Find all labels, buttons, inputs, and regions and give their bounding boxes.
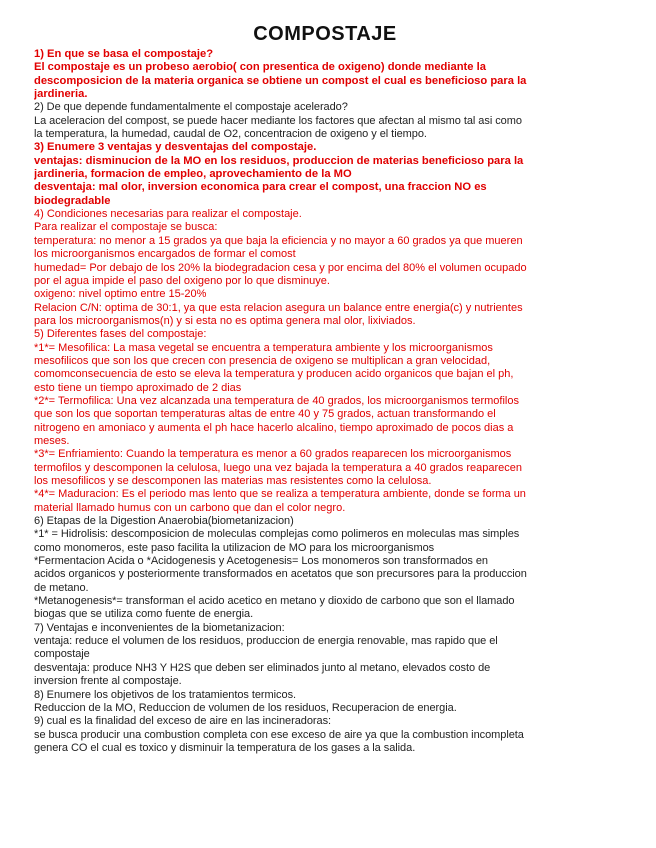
text-line: esto tiene un tiempo aproximado de 2 dias xyxy=(34,381,242,394)
text-line: meses. xyxy=(34,434,70,447)
text-line: La aceleracion del compost, se puede hacer mediante los factores que afectan al mismo tal asi como xyxy=(34,114,522,127)
text-line: *1* = Hidrolisis: descomposicion de moleculas complejas como polimeros en moleculas mas simples xyxy=(34,528,520,541)
text-line: por el agua impide el paso del oxigeno por lo que disminuye. xyxy=(34,274,330,287)
text-line: *4*= Maduracion: Es el periodo mas lento que se realiza a temperatura ambiente, donde se forma un xyxy=(34,488,526,501)
text-line: como monomeros, este paso facilita la utilizacion de MO para los microorganismos xyxy=(34,541,435,554)
document-page xyxy=(34,22,616,755)
page-title: COMPOSTAJE xyxy=(253,23,397,45)
text-line: material llamado humus con un carbono que dan el color negro. xyxy=(34,501,346,514)
text-line: se busca producir una combustion completa con ese exceso de aire ya que la combustion incompleta xyxy=(34,728,524,741)
text-line: desventaja: mal olor, inversion economica para crear el compost, una fraccion NO es xyxy=(34,181,487,194)
text-line: Para realizar el compostaje se busca: xyxy=(34,221,218,234)
text-line: jardineria. xyxy=(34,88,88,101)
text-line: la temperatura, la humedad, caudal de O2, concentracion de oxigeno y el tiempo. xyxy=(34,128,427,141)
text-line: compostaje xyxy=(34,648,90,661)
text-line: ventaja: reduce el volumen de los residuos, produccion de energia renovable, mas rapido que el xyxy=(34,635,498,648)
text-line: 3) Enumere 3 ventajas y desventajas del compostaje. xyxy=(34,141,317,154)
text-line: *Fermentacion Acida o *Acidogenesis y Acetogenesis= Los monomeros son transformados en xyxy=(34,555,488,568)
text-line: los mesofilicos y se descomponen las materias mas resistentes como la celulosa. xyxy=(34,475,432,487)
text-line: jardineria, formacion de empleo, aprovechamiento de la MO xyxy=(34,168,352,181)
text-line: *2*= Termofilica: Una vez alcanzada una temperatura de 40 grados, los microorganismos termofilos xyxy=(34,394,519,407)
text-line: nitrogeno en amoniaco y aumenta el ph hace hacerlo alcalino, tiempo aproximado de pocos dias a xyxy=(34,421,514,434)
text-line: biogas que se utiliza como fuente de energia. xyxy=(34,608,254,621)
text-line: oxigeno: nivel optimo entre 15-20% xyxy=(34,288,207,301)
text-line: inversion frente al compostaje. xyxy=(34,675,182,688)
text-line: desventaja: produce NH3 Y H2S que deben ser eliminados junto al metano, elevados costo de xyxy=(34,661,491,674)
text-line: *Metanogenesis*= transforman el acido acetico en metano y dioxido de carbono que son el llamado xyxy=(34,595,515,608)
text-line: 7) Ventajas e inconvenientes de la biometanizacion: xyxy=(34,621,285,634)
text-line: 1) En que se basa el compostaje? xyxy=(34,48,214,60)
text-line: 4) Condiciones necesarias para realizar el compostaje. xyxy=(34,208,302,221)
text-line: genera CO el cual es toxico y disminuir la temperatura de los gases a la salida. xyxy=(34,741,416,754)
text-line: temperatura: no menor a 15 grados ya que baja la eficiencia y no mayor a 60 grados ya que mueren xyxy=(34,234,523,247)
text-line: termofilos y descomponen la celulosa, luego una vez bajada la temperatura a 40 grados reaparecen xyxy=(34,461,522,474)
text-line: 8) Enumere los objetivos de los tratamientos termicos. xyxy=(34,688,297,701)
text-line: Reduccion de la MO, Reduccion de volumen de los residuos, Recuperacion de energia. xyxy=(34,701,457,714)
text-line: humedad= Por debajo de los 20% la biodegradacion cesa y por encima del 80% el volumen ocupado xyxy=(34,261,527,274)
document-body xyxy=(34,48,616,755)
text-line: 6) Etapas de la Digestion Anaerobia(biometanizacion) xyxy=(34,515,294,528)
text-line: 5) Diferentes fases del compostaje: xyxy=(34,328,207,341)
text-line: los microorganismos encargados de formar el comost xyxy=(34,248,296,261)
text-line: 9) cual es la finalidad del exceso de aire en las incineradoras: xyxy=(34,715,332,728)
text-line: Relacion C/N: optima de 30:1, ya que esta relacion asegura un balance entre energia(c) y nutrientes xyxy=(34,301,523,314)
text-line: El compostaje es un probeso aerobio( con presentica de oxigeno) donde mediante la xyxy=(34,61,486,74)
text-line: mesofilicos que son los que crecen con presencia de oxigeno se multiplican a gran velocidad, xyxy=(34,354,491,367)
text-line: *3*= Enfriamiento: Cuando la temperatura es menor a 60 grados reaparecen los microorganismos xyxy=(34,448,512,461)
text-line: *1*= Mesofilica: La masa vegetal se encuentra a temperatura ambiente y los microorganismos xyxy=(34,341,493,354)
text-line: que son los que soportan temperaturas altas de entre 40 y 75 grados, actuan transformando el xyxy=(34,408,496,421)
text-line: comomconsecuencia de esto se eleva la temperatura y producen acido organicos que bajan el ph, xyxy=(34,368,514,381)
text-line: acidos organicos y posteriormente transformados en acetatos que son precursores para la produccion xyxy=(34,568,527,581)
text-line: 2) De que depende fundamentalmente el compostaje acelerado? xyxy=(34,101,348,114)
text-line: biodegradable xyxy=(34,194,111,207)
text-line: descomposicion de la materia organica se obtiene un compost el cual es beneficioso para la xyxy=(34,74,527,87)
text-line: ventajas: disminucion de la MO en los residuos, produccion de materias beneficioso para la xyxy=(34,154,524,167)
text-line: de metano. xyxy=(34,581,89,594)
text-line: para los microorganismos(n) y si esta no es optima genera mal olor, lixiviados. xyxy=(34,314,416,327)
